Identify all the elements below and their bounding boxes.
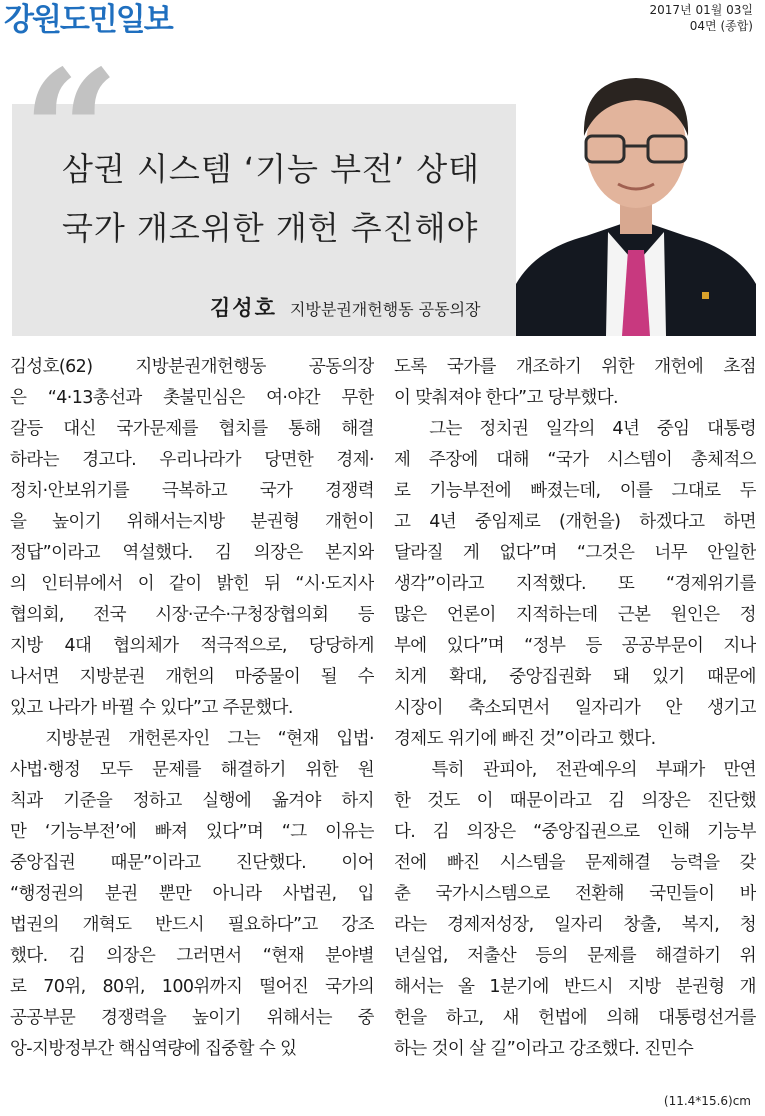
text-line: 앙-지방정부간 핵심역량에 집중할 수 있 — [10, 1039, 297, 1059]
text-line: 시장이 축소되면서 일자리가 안 생기고 — [394, 698, 756, 718]
headline-line-2: 국가 개조위한 개헌 추진해야 — [62, 209, 479, 247]
text-line: 한 것도 이 때문이라고 김 의장은 진단했 — [394, 791, 756, 811]
text-line: 의 인터뷰에서 이 같이 밝힌 뒤 “시·도지사 — [10, 574, 374, 594]
text-line: 경제도 위기에 빠진 것”이라고 했다. — [394, 729, 656, 749]
text-line: 로 70위, 80위, 100위까지 떨어진 국가의 — [10, 977, 374, 997]
text-line: 년실업, 저출산 등의 문제를 해결하기 위 — [394, 946, 756, 966]
text-line: 특히 관피아, 전관예우의 부패가 만연 — [394, 760, 756, 780]
article-column-right — [394, 352, 756, 1065]
text-line: 제 주장에 대해 “국가 시스템이 총체적으 — [394, 450, 756, 470]
text-line: 많은 언론이 지적하는데 근본 원인은 정 — [394, 605, 756, 625]
text-line: 정답”이라고 역설했다. 김 의장은 본지와 — [10, 543, 374, 563]
text-line: 을 높이기 위해서는지방 분권형 개헌이 — [10, 512, 374, 532]
byline-name: 김성호 — [210, 295, 277, 320]
text-line: 생각”이라고 지적했다. 또 “경제위기를 — [394, 574, 756, 594]
text-line: “행정권의 분권 뿐만 아니라 사법권, 입 — [10, 884, 374, 904]
newspaper-masthead: 강원도민일보 — [4, 2, 172, 38]
text-line: 라는 경제저성장, 일자리 창출, 복지, 청 — [394, 915, 756, 935]
text-line: 했다. 김 의장은 그러면서 “현재 분야별 — [10, 946, 374, 966]
byline — [210, 292, 481, 322]
text-line: 지방분권 개헌론자인 그는 “현재 입법· — [10, 729, 374, 749]
text-line: 달라질 게 없다”며 “그것은 너무 안일한 — [394, 543, 756, 563]
article-meta — [650, 2, 753, 34]
text-line: 있고 나라가 바뀔 수 있다”고 주문했다. — [10, 698, 293, 718]
article-size-note: (11.4*15.6)cm — [663, 1094, 751, 1108]
text-line: 도록 국가를 개조하기 위한 개헌에 초점 — [394, 357, 756, 377]
headline-line-1: 삼권 시스템 ‘기능 부전’ 상태 — [62, 150, 481, 188]
text-line: 헌을 하고, 새 헌법에 의해 대통령선거를 — [394, 1008, 756, 1028]
text-line: 나서면 지방분권 개헌의 마중물이 될 수 — [10, 667, 374, 687]
text-line: 치게 확대, 중앙집권화 돼 있기 때문에 — [394, 667, 756, 687]
portrait-photo — [516, 44, 756, 336]
text-line: 갈등 대신 국가문제를 협치를 통해 해결 — [10, 419, 374, 439]
text-line: 법권의 개혁도 반드시 필요하다”고 강조 — [10, 915, 374, 935]
text-line: 정치·안보위기를 극복하고 국가 경쟁력 — [10, 481, 374, 501]
text-line: 부에 있다”며 “정부 등 공공부문이 지나 — [394, 636, 756, 656]
text-line: 김성호(62) 지방분권개헌행동 공동의장 — [10, 357, 374, 377]
article-column-left — [10, 352, 374, 1065]
text-line: 칙과 기준을 정하고 실행에 옮겨야 하지 — [10, 791, 374, 811]
text-line: 다. 김 의장은 “중앙집권으로 인해 기능부 — [394, 822, 756, 842]
text-line: 하는 것이 살 길”이라고 강조했다. 진민수 — [394, 1039, 694, 1059]
text-line: 만 ‘기능부전’에 빠져 있다”며 “그 이유는 — [10, 822, 374, 842]
text-line: 하라는 경고다. 우리나라가 당면한 경제· — [10, 450, 374, 470]
text-line: 이 맞춰져야 한다”고 당부했다. — [394, 388, 618, 408]
text-line: 공공부문 경쟁력을 높이기 위해서는 중 — [10, 1008, 374, 1028]
text-line: 그는 정치권 일각의 4년 중임 대통령 — [394, 419, 756, 439]
byline-role: 지방분권개헌행동 공동의장 — [289, 300, 481, 319]
text-line: 고 4년 중임제로 (개헌을) 하겠다고 하면 — [394, 512, 756, 532]
text-line: 은 “4·13총선과 촛불민심은 여·야간 무한 — [10, 388, 374, 408]
quote-mark-icon: “ — [22, 33, 120, 233]
publish-date: 2017년 01월 03일 — [649, 3, 753, 17]
text-line: 전에 빠진 시스템을 문제해결 능력을 갖 — [394, 853, 756, 873]
page-section: 04면 (종합) — [689, 19, 753, 33]
text-line: 해서는 올 1분기에 반드시 지방 분권형 개 — [394, 977, 756, 997]
text-line: 춘 국가시스템으로 전환해 국민들이 바 — [394, 884, 756, 904]
text-line: 로 기능부전에 빠졌는데, 이를 그대로 두 — [394, 481, 756, 501]
text-line: 협의회, 전국 시장·군수·구청장협의회 등 — [10, 605, 374, 625]
text-line: 사법·행정 모두 문제를 해결하기 위한 원 — [10, 760, 374, 780]
text-line: 중앙집권 때문”이라고 진단했다. 이어 — [10, 853, 374, 873]
text-line: 지방 4대 협의체가 적극적으로, 당당하게 — [10, 636, 374, 656]
